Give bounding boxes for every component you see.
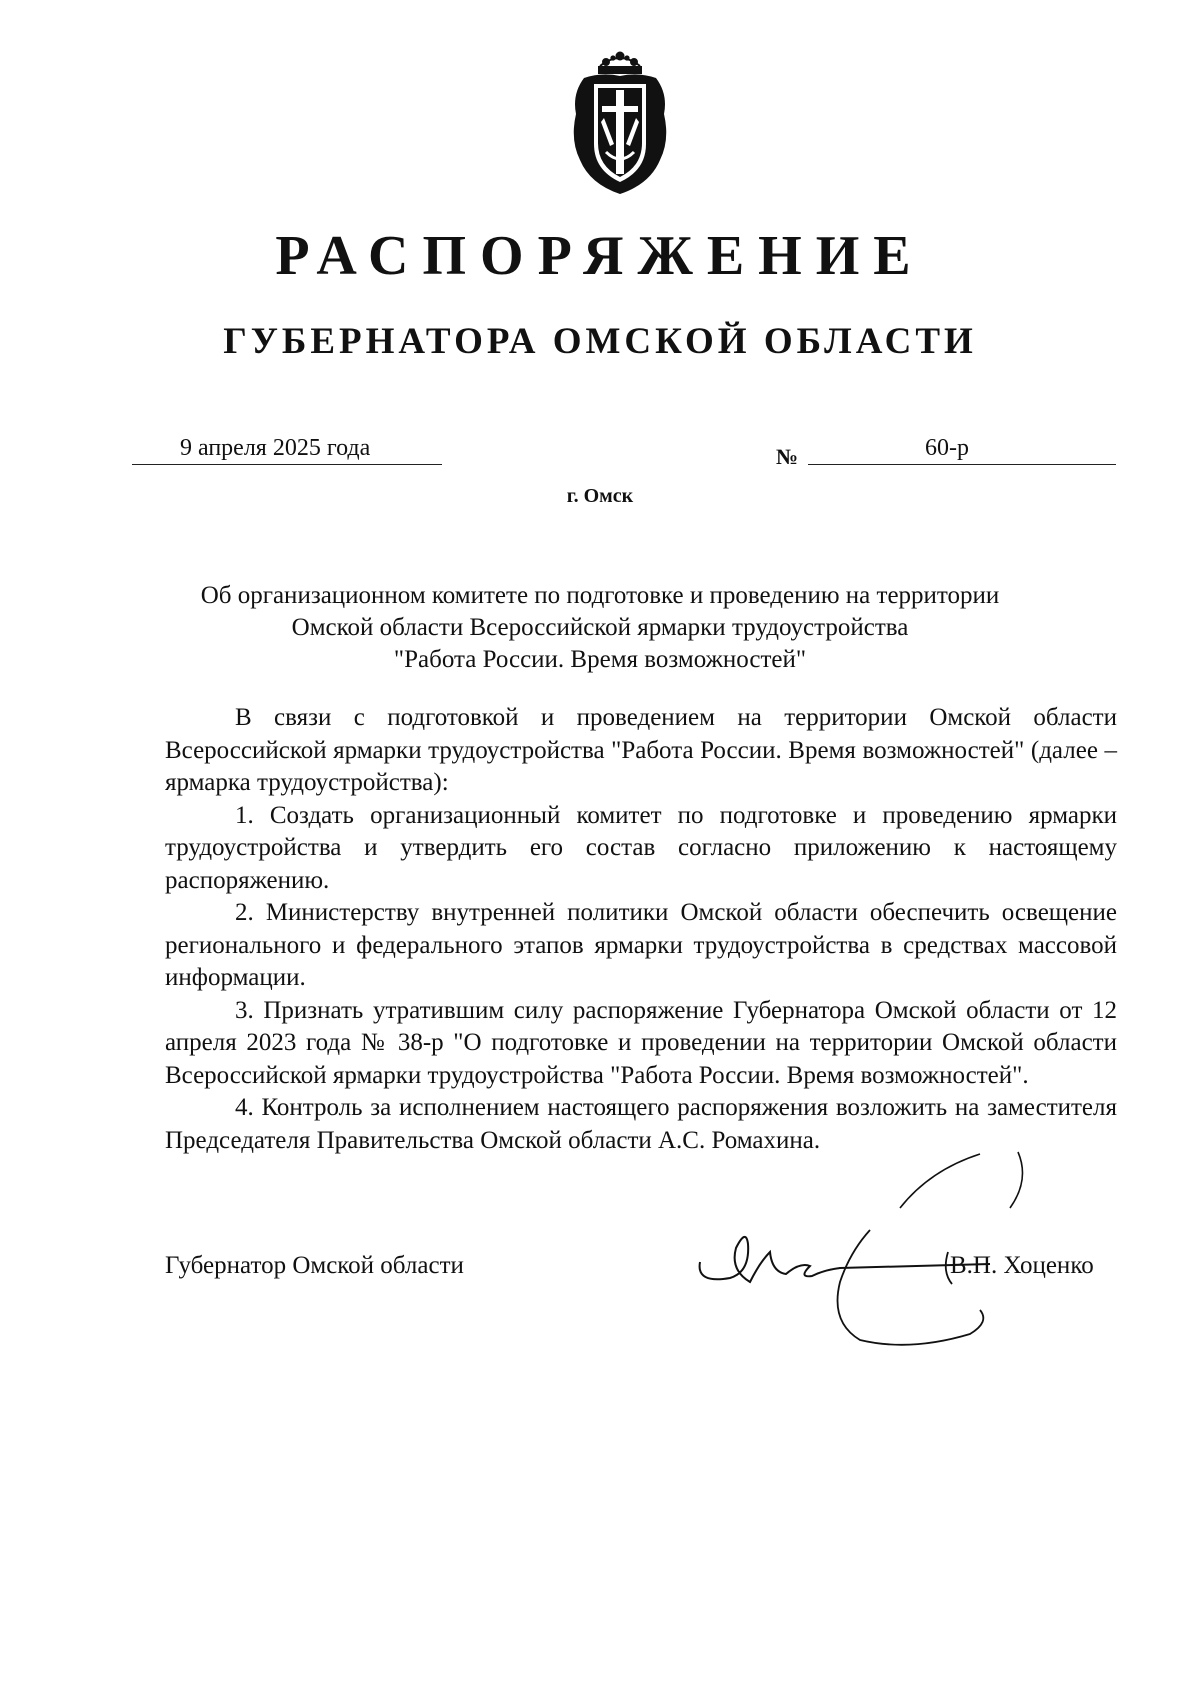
body-paragraph-3: 3. Признать утратившим силу распоряжение Губернатора Омской области от 12 апреля 2023 года № 38-р "О подготовке и проведении на территории Омской области Всероссийской ярмарки трудоустройства "Работа России. Время возможностей". [165, 996, 1117, 1089]
subject-line: Омской области Всероссийской ярмарки трудоустройства [291, 614, 909, 641]
body-paragraph-1: 1. Создать организационный комитет по подготовке и проведению ярмарки трудоустройства и утвердить его состав согласно приложению к настоящему распоряжению. [165, 801, 1117, 894]
signatory-name: В.П. Хоценко [950, 1252, 1094, 1279]
subject-line: Об организационном комитете по подготовке и проведению на территории [200, 582, 1000, 609]
body-paragraph-intro: В связи с подготовкой и проведением на территории Омской области Всероссийской ярмарки трудоустройства "Работа России. Время возможностей" (далее – ярмарка трудоустройства): [165, 704, 1117, 796]
signatory-position: Губернатор Омской области [165, 1252, 464, 1279]
document-date: 9 апреля 2025 года [180, 435, 371, 461]
number-sign: № [776, 444, 799, 469]
document-number: 60-р [925, 435, 969, 461]
body-paragraph-4: 4. Контроль за исполнением настоящего распоряжения возложить на заместителя Председателя Правительства Омской области А.С. Ромахина. [165, 1094, 1117, 1154]
document-title: РАСПОРЯЖЕНИЕ [275, 225, 925, 287]
document-subtitle: ГУБЕРНАТОРА ОМСКОЙ ОБЛАСТИ [223, 321, 977, 362]
document-subject [160, 580, 1040, 676]
coat-of-arms-emblem [566, 48, 674, 196]
subject-line: "Работа России. Время возможностей" [393, 646, 807, 673]
document-number-field [808, 432, 1116, 465]
handwritten-signature [690, 1222, 1010, 1352]
signature-stroke-mark [890, 1150, 1040, 1210]
document-body [165, 702, 1117, 1157]
body-paragraph-2: 2. Министерству внутренней политики Омской области обеспечить освещение регионального и федерального этапов ярмарки трудоустройства в средствах массовой информации. [165, 899, 1117, 991]
document-date-field [132, 432, 442, 465]
document-city: г. Омск [566, 485, 634, 507]
